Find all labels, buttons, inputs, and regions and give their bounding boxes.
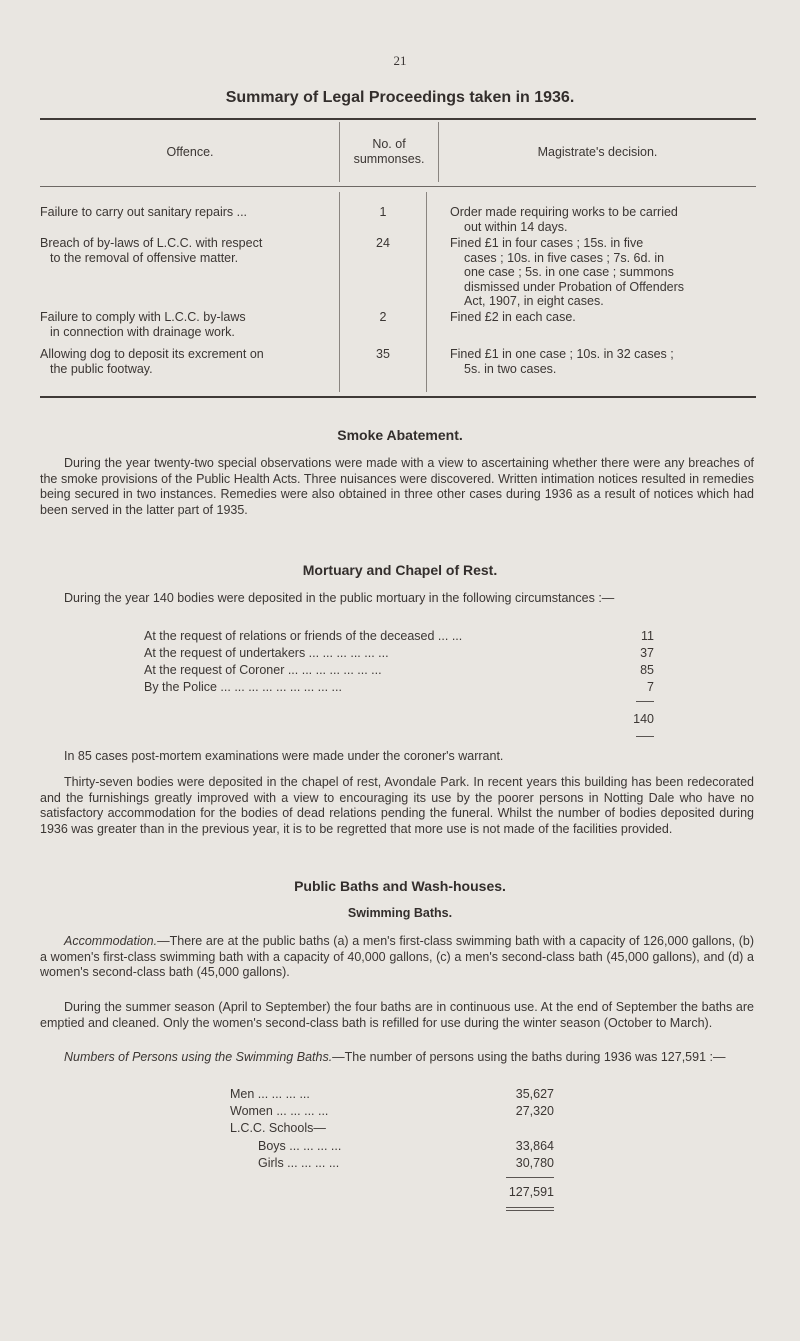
header-offence: Offence. <box>166 145 214 159</box>
summonses-cell: 1 <box>379 205 387 219</box>
offence-cell: Failure to comply with L.C.C. by-laws in connection with drainage work. <box>40 310 246 339</box>
smoke-heading: Smoke Abatement. <box>337 427 463 443</box>
baths-total: 127,591 <box>508 1185 554 1199</box>
double-rule <box>506 1210 554 1211</box>
summonses-cell: 2 <box>379 310 387 324</box>
mortuary-heading: Mortuary and Chapel of Rest. <box>302 562 498 578</box>
list-value: 33,864 <box>515 1139 554 1153</box>
list-value: 35,627 <box>515 1087 554 1101</box>
list-item: L.C.C. Schools— <box>230 1121 326 1135</box>
mortuary-intro: During the year 140 bodies were deposited in the public mortuary in the following circumstances :— <box>64 591 615 605</box>
list-value: 7 <box>647 680 654 694</box>
page-title: Summary of Legal Proceedings taken in 1936. <box>225 89 575 106</box>
decision-cell: Order made requiring works to be carried out within 14 days. <box>450 205 678 234</box>
list-item: Boys ... ... ... ... <box>258 1139 342 1153</box>
list-item: At the request of Coroner ... ... ... ... ... ... ... <box>144 663 382 677</box>
baths-heading: Public Baths and Wash-houses. <box>294 878 506 894</box>
summonses-cell: 24 <box>376 236 390 250</box>
list-value: 27,320 <box>515 1104 554 1118</box>
table-header-rule <box>40 186 756 187</box>
list-value: 30,780 <box>515 1156 554 1170</box>
post-mortem-paragraph: In 85 cases post-mortem examinations were made under the coroner's warrant. <box>64 749 504 763</box>
header-summonses-line2: summonses. <box>353 152 425 166</box>
sum-rule <box>506 1177 554 1178</box>
table-bottom-rule <box>40 396 756 398</box>
smoke-paragraph: During the year twenty-two special observations were made with a view to ascertaining whether there were any breaches of the smoke provisions of the Public Health Acts. Three nuisances were discovered. Written intimation notices resulted in remedies being secured in two instances. Remedies were also obtained in three other cases during 1936 as a result of notices which had been served in the latter part of 1935. <box>40 456 754 517</box>
list-value: 85 <box>640 663 654 677</box>
list-item: Women ... ... ... ... <box>230 1104 329 1118</box>
summonses-cell: 35 <box>376 347 390 361</box>
list-value: 37 <box>640 646 654 660</box>
decision-cell: Fined £2 in each case. <box>450 310 576 324</box>
double-rule <box>506 1207 554 1208</box>
sum-rule <box>636 701 654 702</box>
summer-paragraph: During the summer season (April to September) the four baths are in continuous use. At the end of September the baths are emptied and cleaned. Only the women's second-class bath is refilled for use during the winter season (October to March). <box>40 1000 754 1030</box>
offence-cell: Failure to carry out sanitary repairs ... <box>40 205 248 219</box>
sum-rule <box>636 736 654 737</box>
header-decision: Magistrate's decision. <box>537 145 658 159</box>
list-item: Men ... ... ... ... <box>230 1087 310 1101</box>
header-summonses-line1: No. of <box>372 137 406 151</box>
list-item: At the request of relations or friends of the deceased ... ... <box>144 629 463 643</box>
swimming-subheading: Swimming Baths. <box>347 906 453 920</box>
list-item: By the Police ... ... ... ... ... ... ... ... ... <box>144 680 342 694</box>
list-item: At the request of undertakers ... ... ... ... ... ... <box>144 646 389 660</box>
list-item: Girls ... ... ... ... <box>258 1156 340 1170</box>
table-top-rule <box>40 118 756 120</box>
decision-cell: Fined £1 in one case ; 10s. in 32 cases ; 5s. in two cases. <box>450 347 674 376</box>
offence-cell: Breach of by-laws of L.C.C. with respect to the removal of offensive matter. <box>40 236 263 265</box>
numbers-paragraph: Numbers of Persons using the Swimming Baths.—The number of persons using the baths during 1936 was 127,591 :— <box>64 1050 726 1064</box>
mortuary-total: 140 <box>633 712 654 726</box>
accommodation-paragraph: Accommodation.—There are at the public baths (a) a men's first-class swimming bath with a capacity of 126,000 gallons, (b) a women's first-class swimming bath with a capacity of 40,000 gallons, (c) a men's second-class bath (45,000 gallons), and (d) a women's second-class bath (45,000 gallons). <box>40 934 754 979</box>
offence-cell: Allowing dog to deposit its excrement on the public footway. <box>40 347 264 376</box>
list-value: 11 <box>641 629 654 643</box>
column-divider <box>426 192 427 392</box>
column-divider <box>339 192 340 392</box>
decision-cell: Fined £1 in four cases ; 15s. in five cases ; 10s. in five cases ; 7s. 6d. in one case ; 5s. in one case ; summons dismissed under Probation of Offenders Act, 1907, in eight cases. <box>450 236 685 308</box>
page-number: 21 <box>393 53 407 68</box>
chapel-paragraph: Thirty-seven bodies were deposited in the chapel of rest, Avondale Park. In recent years this building has been redecorated and the furnishings greatly improved with a view to encouraging its use by the poorer persons in Notting Dale who have no satisfactory accommodation for the bodies of dead relations pending the funeral. Whilst the number of bodies deposited during 1936 was greater than in the previous year, it is to be regretted that more use is not made of the facilities provided. <box>40 775 754 836</box>
